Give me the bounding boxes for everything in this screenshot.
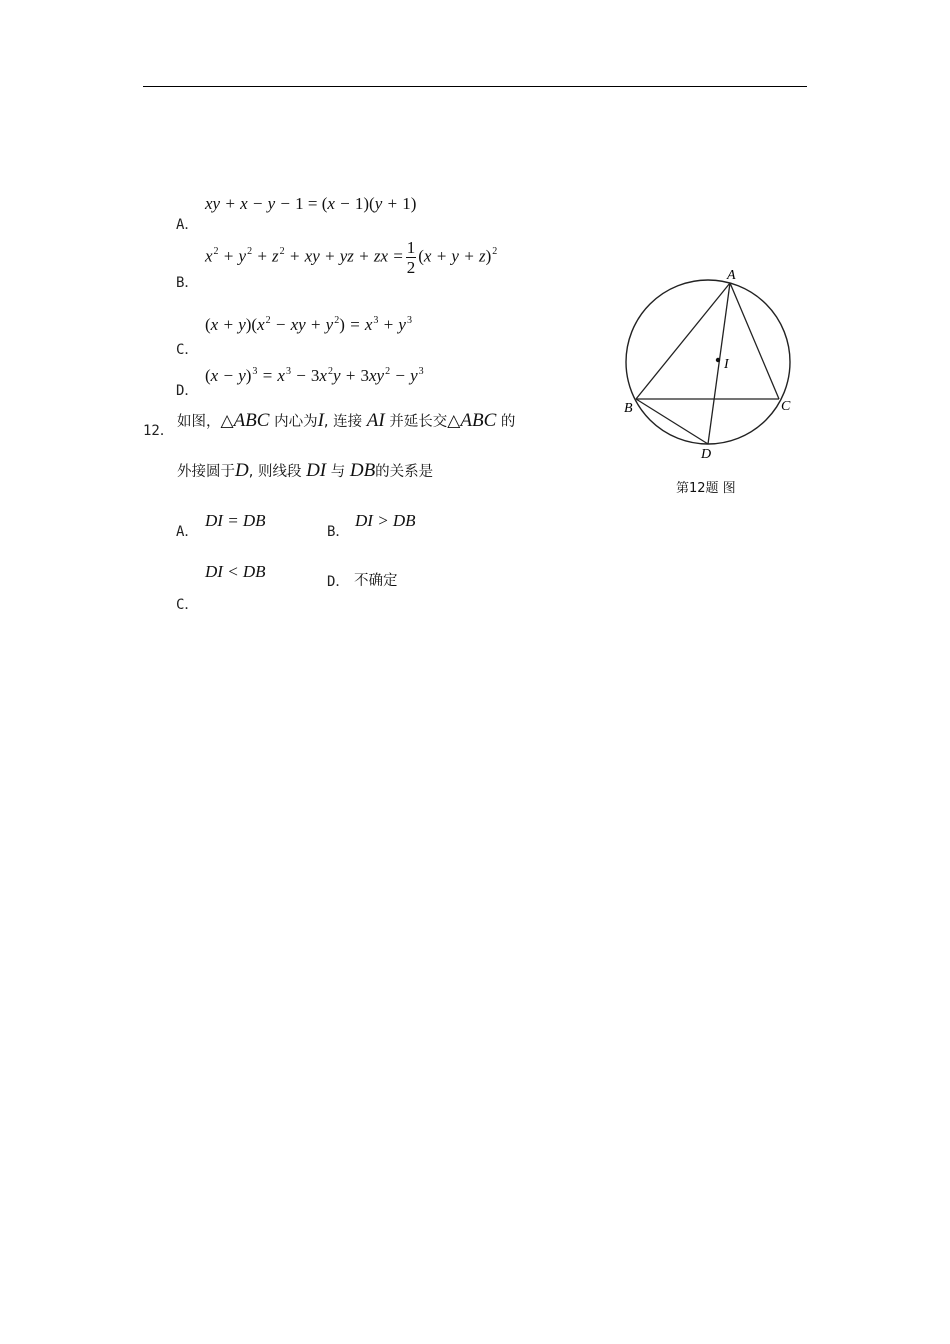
label-c: C bbox=[781, 399, 791, 414]
q12-option-c-label: C． bbox=[176, 597, 199, 613]
q12-option-a-formula: DI = DB bbox=[205, 511, 266, 530]
q12-option-a-label: A． bbox=[176, 524, 199, 540]
q11-option-d-formula: $(x - y)^3 = x^3 - 3x^2y + 3xy^2 - y^3$ bbox=[205, 366, 424, 385]
label-d: D bbox=[701, 447, 712, 462]
q12-option-d-text: 不确定 bbox=[354, 573, 398, 589]
q11-option-b-label: B． bbox=[176, 275, 199, 291]
q12-stem-line2: 外接圆于D, 则线段 DI 与 DB的关系是 bbox=[177, 460, 434, 481]
segment-ac bbox=[730, 283, 779, 399]
q12-stem-line1: 如图，△ABC 内心为I, 连接 AI 并延长交△ABC 的 bbox=[177, 410, 516, 431]
q11-option-b-formula: $x^2 + y^2 + z^2$ + xy + yz + zx = $\frac{1}{2}$ $(x + y + z)^2$ bbox=[205, 238, 498, 277]
q11-option-a-formula: xy + x − y − 1 = (x − 1)(y + 1) bbox=[205, 194, 417, 213]
header-rule bbox=[143, 86, 807, 87]
circumcircle bbox=[626, 280, 790, 444]
segment-bd bbox=[636, 399, 708, 444]
q12-option-b-formula: DI > DB bbox=[355, 511, 416, 530]
q11-option-d-label: D． bbox=[176, 383, 199, 399]
q12-option-b-label: B． bbox=[327, 524, 350, 540]
q12-number: 12． bbox=[143, 423, 174, 439]
label-a: A bbox=[727, 268, 736, 283]
label-b: B bbox=[624, 401, 633, 416]
label-i: I bbox=[724, 357, 729, 372]
incenter-point bbox=[716, 358, 720, 362]
figure-caption: 第12题 图 bbox=[676, 481, 736, 496]
q12-option-d-label: D． bbox=[327, 574, 350, 590]
q11-option-c-label: C． bbox=[176, 342, 199, 358]
q12-option-c-formula: DI < DB bbox=[205, 562, 266, 581]
circle-triangle-figure bbox=[615, 262, 805, 462]
q11-option-a-label: A． bbox=[176, 217, 199, 233]
q11-option-c-formula: $(x + y)(x^2$ − xy + $y^2) = x^3 + y^3$ bbox=[205, 315, 412, 334]
